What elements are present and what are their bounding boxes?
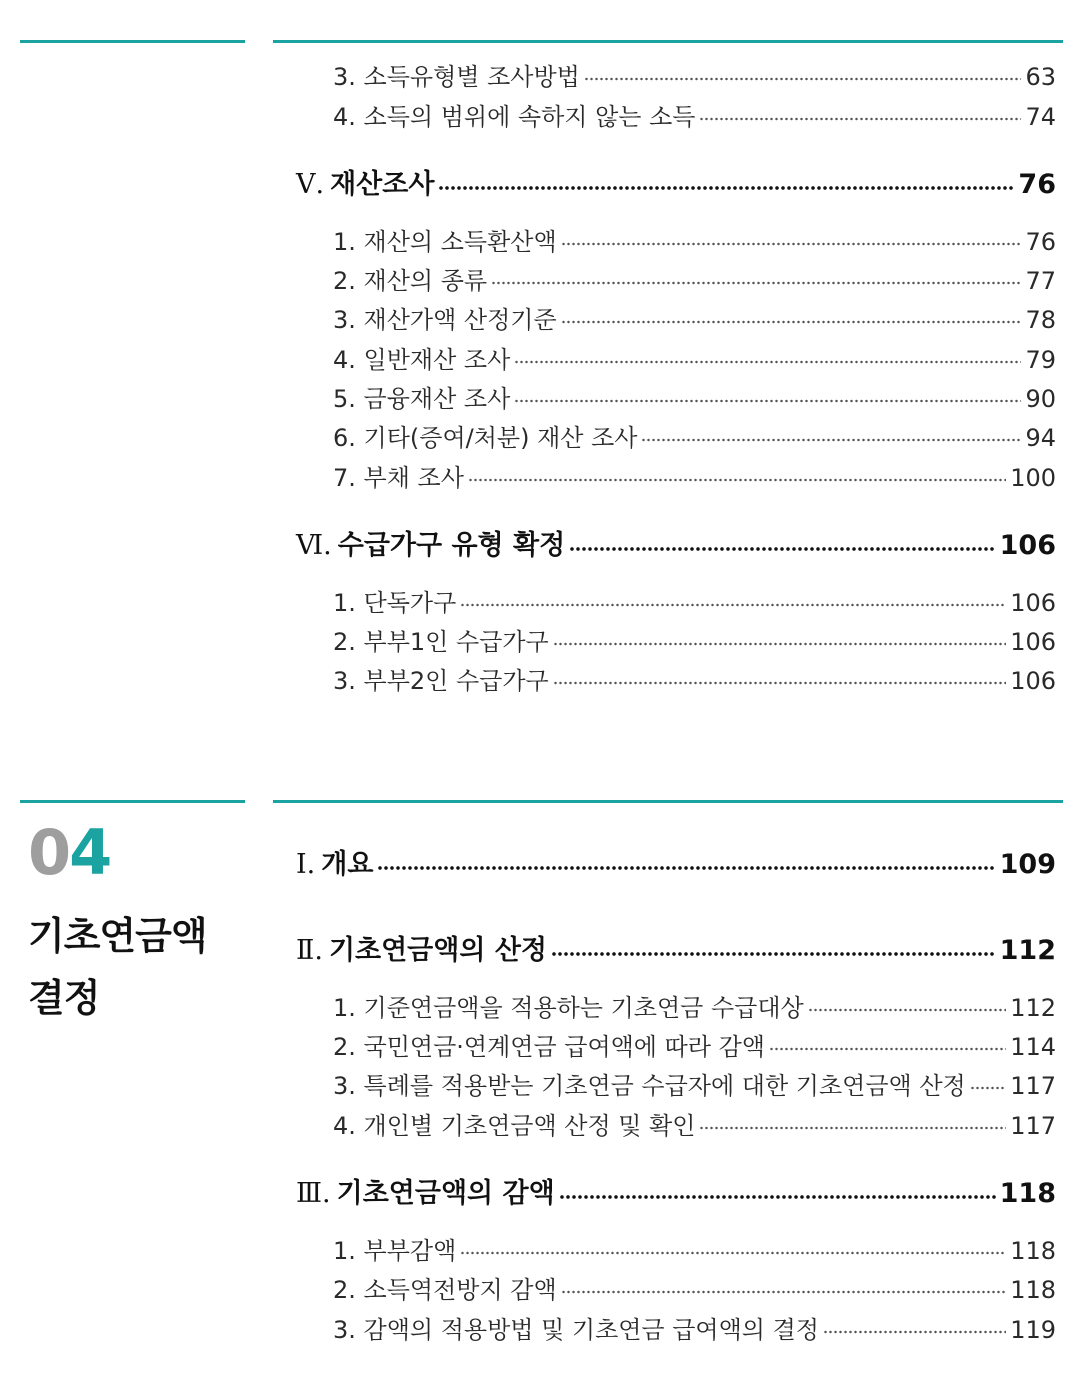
dot-leader [553,679,1006,687]
section-page: 118 [999,1178,1056,1209]
toc-entry-label: 3. 재산가액 산정기준 [333,306,557,334]
dot-leader [561,318,1022,326]
toc-entry-page: 118 [1010,1237,1056,1265]
toc-entry[interactable] [333,345,1056,375]
dot-leader [468,476,1006,484]
section-page: 112 [999,935,1056,966]
toc-entry-page: 77 [1025,267,1056,295]
toc-entry[interactable] [333,1111,1056,1141]
chapter-number-second-digit: 4 [69,816,111,889]
section-title: 수급가구 유형 확정 [337,530,566,561]
dot-leader [460,1249,1006,1257]
chapter-right-rule [273,800,1063,803]
dot-leader [491,279,1021,287]
dot-leader [699,115,1021,123]
section-title: 재산조사 [330,169,435,200]
toc-entry-label: 5. 금융재산 조사 [333,385,511,413]
top-left-rule [20,40,245,43]
toc-entry-page: 78 [1025,306,1056,334]
toc-section-heading[interactable] [296,529,1056,563]
toc-entry-label: 2. 부부1인 수급가구 [333,628,549,656]
section-page: 76 [1018,169,1056,200]
toc-entry-label: 2. 재산의 종류 [333,267,488,295]
toc-entry-label: 3. 감액의 적용방법 및 기초연금 급여액의 결정 [333,1316,819,1344]
dot-leader [769,1045,1006,1053]
toc-entry-label: 7. 부채 조사 [333,464,464,492]
toc-entry[interactable] [333,1236,1056,1266]
toc-entry-label: 2. 소득역전방지 감액 [333,1276,557,1304]
toc-entry-label: 4. 일반재산 조사 [333,346,511,374]
toc-entry[interactable] [333,266,1056,296]
toc-entry[interactable] [333,1032,1056,1062]
toc-entry-label: 1. 부부감액 [333,1237,457,1265]
toc-entry[interactable] [333,102,1056,132]
toc-entry[interactable] [333,305,1056,335]
dot-leader [377,864,995,872]
chapter-title-line1: 기초연금액 [28,914,207,958]
top-right-rule [273,40,1063,43]
dot-leader [553,640,1006,648]
chapter-title [28,905,258,1029]
toc-entry-label: 1. 단독가구 [333,589,457,617]
toc-section-heading[interactable] [296,1177,1056,1211]
toc-section-heading[interactable] [296,168,1056,202]
dot-leader [569,545,995,553]
dot-leader [823,1328,1006,1336]
dot-leader [514,397,1021,405]
toc-entry-label: 4. 소득의 범위에 속하지 않는 소득 [333,103,696,131]
toc-entry-page: 79 [1025,346,1056,374]
toc-entry[interactable] [333,463,1056,493]
toc-entry-page: 114 [1010,1033,1056,1061]
toc-entry[interactable] [333,1071,1056,1101]
section-numeral: Ⅱ. [296,935,323,966]
dot-leader [808,1006,1006,1014]
section-numeral: Ⅲ. [296,1178,331,1209]
section-title: 기초연금액의 산정 [328,935,547,966]
toc-entry-page: 106 [1010,667,1056,695]
toc-entry-page: 90 [1025,385,1056,413]
dot-leader [460,601,1006,609]
toc-entry-page: 63 [1025,63,1056,91]
dot-leader [514,358,1021,366]
dot-leader [559,1193,996,1201]
chapter-left-rule [20,800,245,803]
dot-leader [561,240,1022,248]
section-page: 106 [999,530,1056,561]
toc-entry[interactable] [333,666,1056,696]
chapter-number [28,816,111,889]
toc-entry-label: 2. 국민연금·연계연금 급여액에 따라 감액 [333,1033,765,1061]
section-title: 기초연금액의 감액 [336,1178,555,1209]
toc-entry[interactable] [333,62,1056,92]
dot-leader [438,184,1014,192]
dot-leader [551,950,996,958]
section-page: 109 [999,849,1056,880]
toc-entry-page: 74 [1025,103,1056,131]
toc-section-heading[interactable] [296,934,1056,968]
dot-leader [699,1124,1006,1132]
toc-entry-page: 94 [1025,424,1056,452]
dot-leader [584,75,1022,83]
toc-entry[interactable] [333,384,1056,414]
toc-entry-label: 3. 소득유형별 조사방법 [333,63,580,91]
toc-entry-page: 117 [1010,1112,1056,1140]
toc-entry-label: 1. 기준연금액을 적용하는 기초연금 수급대상 [333,994,804,1022]
toc-entry-page: 118 [1010,1276,1056,1304]
toc-entry-page: 76 [1025,228,1056,256]
toc-entry-page: 119 [1010,1316,1056,1344]
toc-entry-label: 3. 부부2인 수급가구 [333,667,549,695]
toc-entry[interactable] [333,1315,1056,1345]
toc-entry-label: 1. 재산의 소득환산액 [333,228,557,256]
section-title: 개요 [321,849,374,880]
section-numeral: Ⅰ. [296,849,316,880]
dot-leader [561,1288,1007,1296]
toc-entry-label: 3. 특례를 적용받는 기초연금 수급자에 대한 기초연금액 산정 [333,1072,966,1100]
toc-entry-label: 6. 기타(증여/처분) 재산 조사 [333,424,638,452]
section-numeral: Ⅴ. [296,169,325,200]
toc-entry[interactable] [333,993,1056,1023]
toc-entry[interactable] [333,1275,1056,1305]
chapter-number-first-digit: 0 [28,816,70,889]
toc-entry-page: 106 [1010,628,1056,656]
toc-entry-page: 112 [1010,994,1056,1022]
toc-section-heading[interactable] [296,848,1056,882]
dot-leader [641,436,1021,444]
toc-entry-label: 4. 개인별 기초연금액 산정 및 확인 [333,1112,696,1140]
toc-entry[interactable] [333,227,1056,257]
section-numeral: Ⅵ. [296,530,332,561]
toc-entry[interactable] [333,588,1056,618]
toc-entry[interactable] [333,627,1056,657]
chapter-title-line2: 결정 [28,976,100,1020]
toc-entry-page: 106 [1010,589,1056,617]
dot-leader [970,1084,1006,1092]
toc-entry[interactable] [333,423,1056,453]
toc-entry-page: 100 [1010,464,1056,492]
toc-entry-page: 117 [1010,1072,1056,1100]
